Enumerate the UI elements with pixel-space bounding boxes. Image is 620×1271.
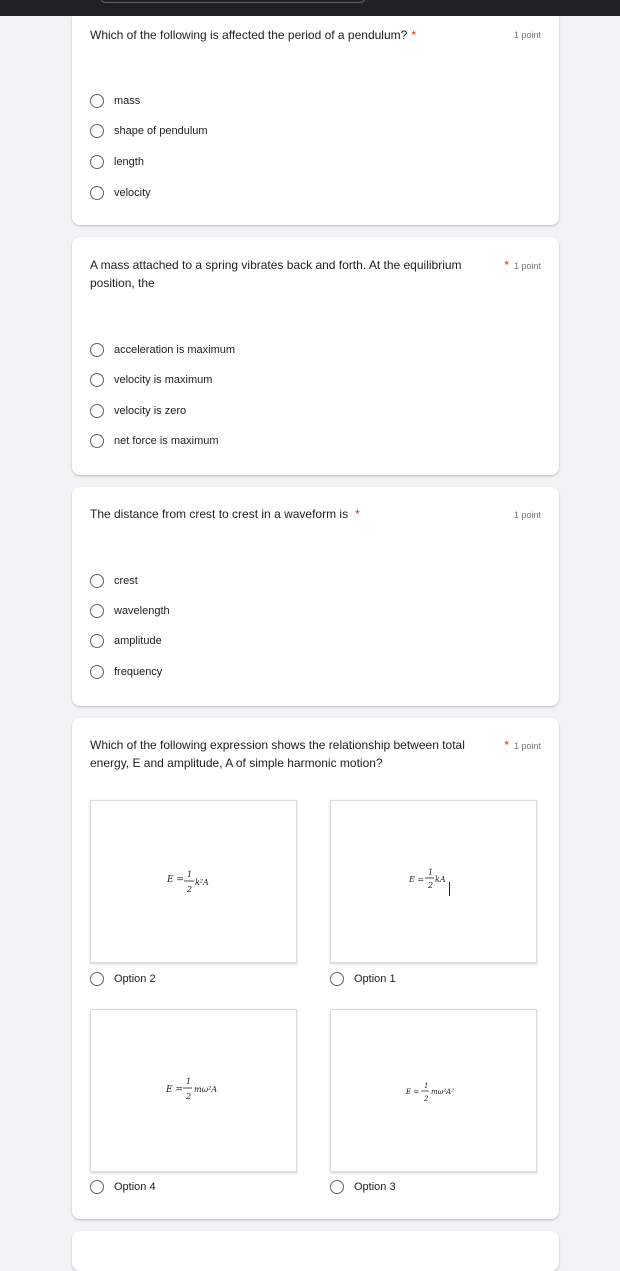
option-label: crest	[114, 575, 138, 587]
question-card-5	[72, 1231, 559, 1271]
required-asterisk: *	[504, 738, 509, 752]
radio-button[interactable]	[90, 343, 104, 357]
option-image-3[interactable]	[330, 1009, 537, 1172]
radio-button[interactable]	[90, 124, 104, 138]
text-cursor	[449, 882, 450, 896]
formula-image-1	[331, 801, 536, 962]
option-label: Option 2	[114, 973, 156, 985]
question-title: A mass attached to a spring vibrates back and forth. At the equilibrium position, the	[90, 258, 462, 290]
option-frequency[interactable]	[90, 662, 162, 682]
option-label: amplitude	[114, 635, 162, 647]
formula-num: 1	[424, 1082, 429, 1090]
option-label: length	[114, 156, 144, 168]
radio-button[interactable]	[90, 155, 104, 169]
option-1[interactable]	[330, 969, 396, 989]
option-label: mass	[114, 95, 141, 107]
option-label: shape of pendulum	[114, 125, 208, 137]
option-label: Option 3	[354, 1181, 396, 1193]
required-asterisk: *	[411, 28, 416, 42]
radio-button[interactable]	[330, 1180, 344, 1194]
formula-num: 1	[428, 868, 434, 877]
formula-lhs: E =	[409, 875, 425, 884]
radio-button[interactable]	[90, 1180, 104, 1194]
option-label: wavelength	[114, 605, 170, 617]
formula-den: 2	[428, 881, 434, 890]
radio-button[interactable]	[90, 634, 104, 648]
question-title	[90, 26, 480, 44]
formula-den: 2	[186, 1092, 192, 1101]
points-label: 1 point	[513, 261, 541, 271]
option-crest[interactable]	[90, 571, 138, 591]
formula-image-4	[91, 1010, 296, 1171]
option-net-force-is-maximum[interactable]	[90, 431, 219, 451]
option-label: frequency	[114, 666, 163, 678]
radio-button[interactable]	[90, 604, 104, 618]
option-4[interactable]	[90, 1177, 156, 1197]
top-bar-handle	[100, 0, 366, 3]
formula-lhs: E =	[406, 1088, 420, 1096]
radio-button[interactable]	[330, 972, 344, 986]
radio-button[interactable]	[90, 186, 104, 200]
option-label: velocity	[114, 187, 151, 199]
formula-num: 1	[187, 870, 193, 879]
option-label: acceleration is maximum	[114, 344, 236, 356]
top-bar	[0, 0, 620, 16]
option-wavelength[interactable]	[90, 601, 170, 621]
option-label: net force is maximum	[114, 435, 219, 447]
formula-image-2	[91, 801, 296, 962]
option-velocity[interactable]	[90, 183, 151, 203]
required-asterisk: *	[504, 258, 509, 272]
option-mass[interactable]	[90, 91, 140, 111]
question-card-1	[72, 16, 559, 225]
formula-rhs: kA	[435, 875, 446, 884]
radio-button[interactable]	[90, 404, 104, 418]
formula-rhs: mω²A	[194, 1085, 218, 1094]
formula-den: 2	[424, 1095, 429, 1103]
question-title	[90, 505, 480, 523]
option-label: Option 4	[114, 1181, 156, 1193]
option-velocity-is-maximum[interactable]	[90, 370, 212, 390]
option-3[interactable]	[330, 1177, 396, 1197]
radio-button[interactable]	[90, 373, 104, 387]
option-image-1[interactable]	[330, 800, 537, 963]
option-label: velocity is zero	[114, 405, 187, 417]
option-length[interactable]	[90, 152, 144, 172]
formula-den: 2	[187, 885, 193, 894]
radio-button[interactable]	[90, 434, 104, 448]
question-card-4	[72, 718, 559, 1219]
question-title: Which of the following expression shows the relationship between total energy, E and amplitude, A of simple harmonic motion?	[90, 738, 465, 770]
question-title-text: Which of the following is affected the period of a pendulum?	[90, 28, 408, 42]
formula-lhs: E =	[166, 1085, 183, 1095]
option-image-2[interactable]	[90, 800, 297, 963]
formula-lhs: E =	[167, 875, 184, 885]
points-label: 1 point	[513, 30, 541, 40]
formula-rhs: k²A	[195, 878, 209, 887]
radio-button[interactable]	[90, 972, 104, 986]
option-label: velocity is maximum	[114, 374, 213, 386]
radio-button[interactable]	[90, 94, 104, 108]
option-velocity-is-zero[interactable]	[90, 401, 186, 421]
question-title-text: The distance from crest to crest in a waveform is	[90, 507, 349, 521]
formula-num: 1	[186, 1077, 192, 1086]
option-amplitude[interactable]	[90, 631, 162, 651]
radio-button[interactable]	[90, 665, 104, 679]
formula-rhs: mω²A²	[431, 1088, 455, 1096]
points-label: 1 point	[513, 741, 541, 751]
question-card-3	[72, 487, 559, 706]
required-asterisk: *	[355, 507, 360, 521]
option-image-4[interactable]	[90, 1009, 297, 1172]
option-shape-of-pendulum[interactable]	[90, 121, 208, 141]
formula-image-3	[331, 1010, 536, 1171]
points-label: 1 point	[513, 510, 541, 520]
option-acceleration-is-maximum[interactable]	[90, 340, 235, 360]
option-label: Option 1	[354, 973, 396, 985]
question-card-2	[72, 237, 559, 475]
option-2[interactable]	[90, 969, 156, 989]
radio-button[interactable]	[90, 574, 104, 588]
